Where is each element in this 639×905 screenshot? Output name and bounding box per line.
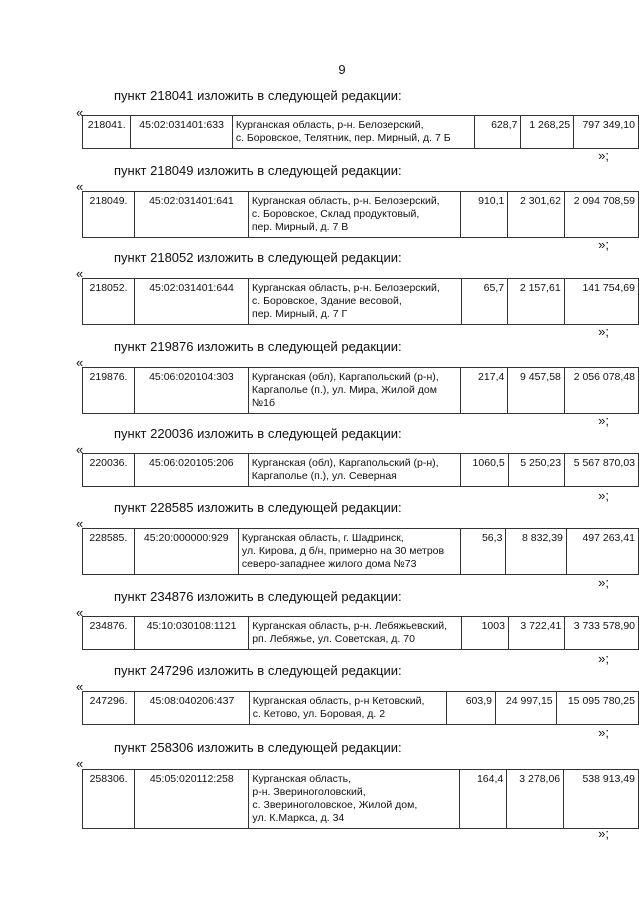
close-quote: »; <box>598 826 609 841</box>
amendment-heading: пункт 218052 изложить в следующей редакции: <box>114 250 402 265</box>
amendment-heading: пункт 218041 изложить в следующей редакции: <box>114 88 402 103</box>
rate-cell: 8 832,39 <box>506 529 566 575</box>
item-number-cell: 228585. <box>83 529 135 575</box>
address-line: с. Звериноголовское, Жилой дом, <box>252 799 418 811</box>
cadastral-value-cell: 2 094 708,59 <box>564 192 638 238</box>
address-line: Курганская область, р-н Кетовский, <box>252 695 425 707</box>
cadastral-value-cell: 141 754,69 <box>564 279 638 325</box>
address-line: ул. Кирова, д б/н, примерно на 30 метров <box>241 545 445 557</box>
cadastral-number-cell: 45:02:031401:644 <box>135 279 249 325</box>
open-quote: « <box>76 516 84 531</box>
amendment-heading: пункт 247296 изложить в следующей редакции: <box>114 663 402 678</box>
area-cell: 56,3 <box>461 529 506 575</box>
cadastral-number-cell: 45:06:020105:206 <box>134 454 248 487</box>
entry-table <box>82 367 639 414</box>
entry-table <box>82 278 639 325</box>
cadastral-value-cell: 797 349,10 <box>574 116 639 149</box>
table-row <box>83 279 639 325</box>
rate-cell: 3 278,06 <box>507 770 564 829</box>
area-cell: 628,7 <box>474 116 521 149</box>
address-line: №1б <box>251 397 275 409</box>
address-line: с. Боровское, Телятник, пер. Мирный, д. 7 Б <box>235 132 451 144</box>
cadastral-value-cell: 3 733 578,90 <box>565 617 639 650</box>
close-quote: »; <box>598 488 609 503</box>
address-line: Курганская область, <box>252 773 352 785</box>
cadastral-value-cell: 538 913,49 <box>564 770 639 829</box>
address-line: ул. К.Маркса, д. 34 <box>252 812 345 824</box>
cadastral-number-cell: 45:20:000000:929 <box>134 529 238 575</box>
open-quote: « <box>76 105 84 120</box>
address-line: с. Боровское, Здание весовой, <box>252 295 402 307</box>
address-line: Курганская область, р-н. Белозерский, <box>252 282 440 294</box>
cadastral-value-cell: 15 095 780,25 <box>556 692 638 725</box>
item-number-cell: 218052. <box>83 279 135 325</box>
area-cell: 1003 <box>462 617 509 650</box>
table-row <box>83 692 639 725</box>
open-quote: « <box>76 179 84 194</box>
entry-table <box>82 528 639 575</box>
address-cell <box>249 692 446 725</box>
address-line: северо-западнее жилого дома №73 <box>241 558 417 570</box>
entry-table <box>82 691 639 725</box>
close-quote: »; <box>598 575 609 590</box>
item-number-cell: 258306. <box>83 770 135 829</box>
address-cell <box>248 454 460 487</box>
page-number: 9 <box>338 62 346 77</box>
rate-cell: 2 157,61 <box>508 279 565 325</box>
address-line: р-н. Звериноголовский, <box>252 786 366 798</box>
entry-table <box>82 115 639 149</box>
table-row <box>83 617 639 650</box>
area-cell: 603,9 <box>446 692 495 725</box>
close-quote: »; <box>598 148 609 163</box>
amendment-heading: пункт 228585 изложить в следующей редакции: <box>114 500 402 515</box>
entry-table <box>82 616 639 650</box>
address-line: Курганская область, г. Шадринск, <box>241 532 404 544</box>
close-quote: »; <box>598 237 609 252</box>
cadastral-value-cell: 497 263,41 <box>566 529 638 575</box>
address-line: с. Боровское, Склад продуктовый, <box>251 208 420 220</box>
close-quote: »; <box>598 725 609 740</box>
open-quote: « <box>76 442 84 457</box>
item-number-cell: 218049. <box>83 192 135 238</box>
table-row <box>83 192 639 238</box>
address-cell <box>248 192 460 238</box>
item-number-cell: 218041. <box>83 116 131 149</box>
item-number-cell: 219876. <box>83 368 135 414</box>
open-quote: « <box>76 756 84 771</box>
address-line: пер. Мирный, д. 7 Г <box>252 308 348 320</box>
rate-cell: 2 301,62 <box>508 192 565 238</box>
amendment-heading: пункт 219876 изложить в следующей редакции: <box>114 339 402 354</box>
rate-cell: 3 722,41 <box>508 617 564 650</box>
address-line: рп. Лебяжье, ул. Советская, д. 70 <box>252 633 415 645</box>
address-cell <box>248 368 460 414</box>
cadastral-number-cell: 45:05:020112:258 <box>135 770 249 829</box>
address-cell <box>249 770 459 829</box>
cadastral-value-cell: 2 056 078,48 <box>564 368 638 414</box>
area-cell: 164,4 <box>459 770 506 829</box>
open-quote: « <box>76 355 84 370</box>
open-quote: « <box>76 605 84 620</box>
address-cell <box>249 617 462 650</box>
close-quote: »; <box>598 413 609 428</box>
table-row <box>83 454 639 487</box>
table-row <box>83 116 639 149</box>
close-quote: »; <box>598 324 609 339</box>
item-number-cell: 247296. <box>83 692 135 725</box>
address-line: с. Кетово, ул. Боровая, д. 2 <box>252 708 386 720</box>
table-row <box>83 368 639 414</box>
rate-cell: 5 250,23 <box>508 454 564 487</box>
cadastral-value-cell: 5 567 870,03 <box>565 454 639 487</box>
area-cell: 910,1 <box>461 192 508 238</box>
rate-cell: 9 457,58 <box>508 368 565 414</box>
address-line: пер. Мирный, д. 7 В <box>251 221 349 233</box>
table-row <box>83 529 639 575</box>
amendment-heading: пункт 220036 изложить в следующей редакции: <box>114 426 402 441</box>
rate-cell: 1 268,25 <box>521 116 574 149</box>
table-row <box>83 770 639 829</box>
address-cell <box>249 279 462 325</box>
entry-table <box>82 453 639 487</box>
address-line: Курганская (обл), Каргапольский (р-н), <box>251 457 439 469</box>
amendment-heading: пункт 234876 изложить в следующей редакции: <box>114 589 402 604</box>
cadastral-number-cell: 45:08:040206:437 <box>135 692 250 725</box>
address-line: Курганская область, р-н. Лебяжьевский, <box>252 620 448 632</box>
rate-cell: 24 997,15 <box>495 692 556 725</box>
open-quote: « <box>76 266 84 281</box>
address-cell <box>238 529 460 575</box>
entry-table <box>82 769 639 829</box>
address-line: Курганская область, р-н. Белозерский, <box>251 195 440 207</box>
address-line: Каргаполье (п.), ул. Северная <box>251 470 397 482</box>
area-cell: 65,7 <box>461 279 507 325</box>
entry-table <box>82 191 639 238</box>
item-number-cell: 234876. <box>83 617 135 650</box>
item-number-cell: 220036. <box>83 454 135 487</box>
area-cell: 1060,5 <box>460 454 508 487</box>
amendment-heading: пункт 218049 изложить в следующей редакции: <box>114 163 402 178</box>
amendment-heading: пункт 258306 изложить в следующей редакции: <box>114 740 402 755</box>
address-cell <box>232 116 474 149</box>
area-cell: 217,4 <box>461 368 508 414</box>
cadastral-number-cell: 45:02:031401:641 <box>135 192 249 238</box>
address-line: Каргаполье (п.), ул. Мира, Жилой дом <box>251 384 437 396</box>
cadastral-number-cell: 45:02:031401:633 <box>131 116 232 149</box>
cadastral-number-cell: 45:10:030108:1121 <box>134 617 248 650</box>
address-line: Курганская (обл), Каргапольский (р-н), <box>251 371 439 383</box>
cadastral-number-cell: 45:06:020104:303 <box>135 368 249 414</box>
close-quote: »; <box>598 651 609 666</box>
open-quote: « <box>76 679 84 694</box>
address-line: Курганская область, р-н. Белозерский, <box>235 119 424 131</box>
